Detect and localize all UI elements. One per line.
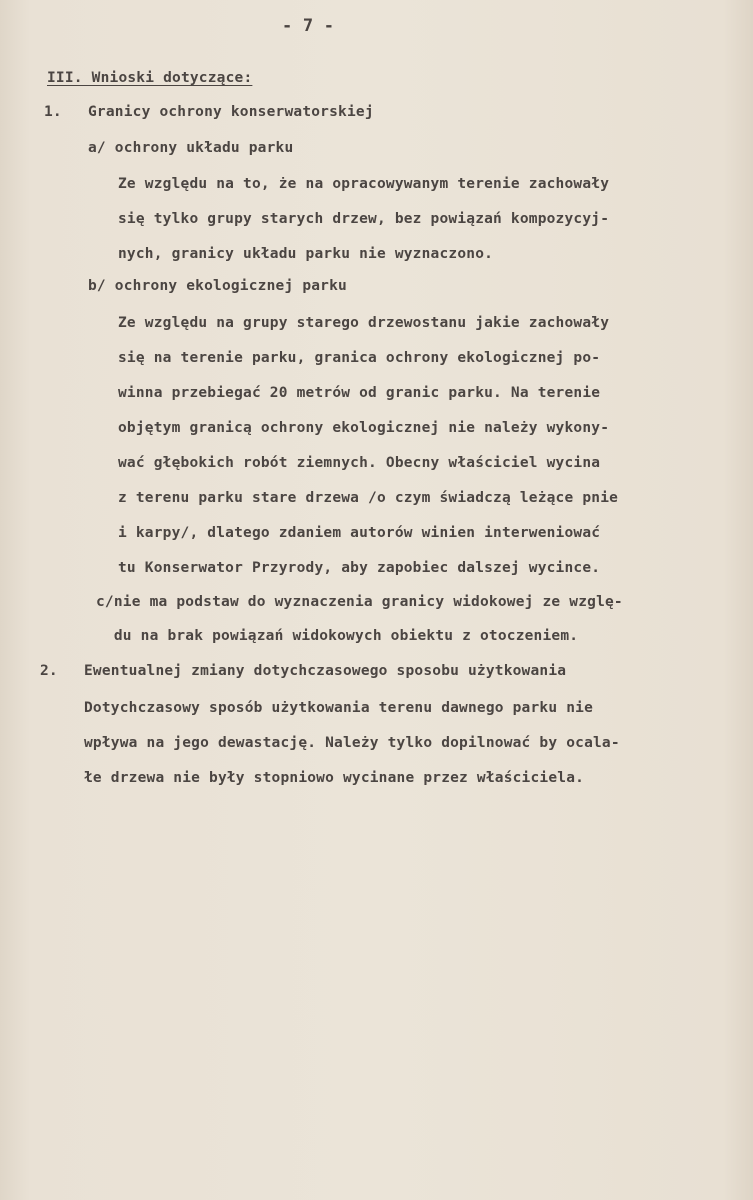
subitem-c-line: du na brak powiązań widokowych obiektu z otoczeniem. xyxy=(96,628,579,644)
subitem-b-line: wać głębokich robót ziemnych. Obecny właściciel wycina xyxy=(118,455,601,471)
item-1-number: 1. xyxy=(44,104,62,120)
subitem-b-line: z terenu parku stare drzewa /o czym świadczą leżące pnie xyxy=(118,490,619,506)
subitem-b-line: i karpy/, dlatego zdaniem autorów winien interweniować xyxy=(118,525,601,541)
subitem-b-line: Ze względu na grupy starego drzewostanu jakie zachowały xyxy=(118,315,610,331)
subitem-b-label: b/ ochrony ekologicznej parku xyxy=(88,278,347,294)
subitem-b-line: winna przebiegać 20 metrów od granic parku. Na terenie xyxy=(118,385,601,401)
subitem-a-line: nych, granicy układu parku nie wyznaczono. xyxy=(118,246,494,262)
item-2-title: Ewentualnej zmiany dotychczasowego sposobu użytkowania xyxy=(84,663,567,679)
page-number: - 7 - xyxy=(282,16,335,36)
item-2-line: wpływa na jego dewastację. Należy tylko dopilnować by ocala- xyxy=(84,735,620,751)
subitem-b-line: tu Konserwator Przyrody, aby zapobiec dalszej wycince. xyxy=(118,560,601,576)
item-2-line: Dotychczasowy sposób użytkowania terenu dawnego parku nie xyxy=(84,700,593,716)
subitem-a-label: a/ ochrony układu parku xyxy=(88,140,294,156)
subitem-b-line: się na terenie parku, granica ochrony ekologicznej po- xyxy=(118,350,601,366)
item-2-number: 2. xyxy=(40,663,58,679)
subitem-b-line: objętym granicą ochrony ekologicznej nie należy wykony- xyxy=(118,420,610,436)
subitem-a-line: się tylko grupy starych drzew, bez powiązań kompozycyj- xyxy=(118,211,610,227)
section-heading: III. Wnioski dotyczące: xyxy=(47,70,253,86)
subitem-a-line: Ze względu na to, że na opracowywanym terenie zachowały xyxy=(118,176,610,192)
item-2-line: łe drzewa nie były stopniowo wycinane przez właściciela. xyxy=(84,770,585,786)
subitem-c-line: c/nie ma podstaw do wyznaczenia granicy widokowej ze wzglę- xyxy=(96,594,623,610)
item-1-title: Granicy ochrony konserwatorskiej xyxy=(88,104,374,120)
